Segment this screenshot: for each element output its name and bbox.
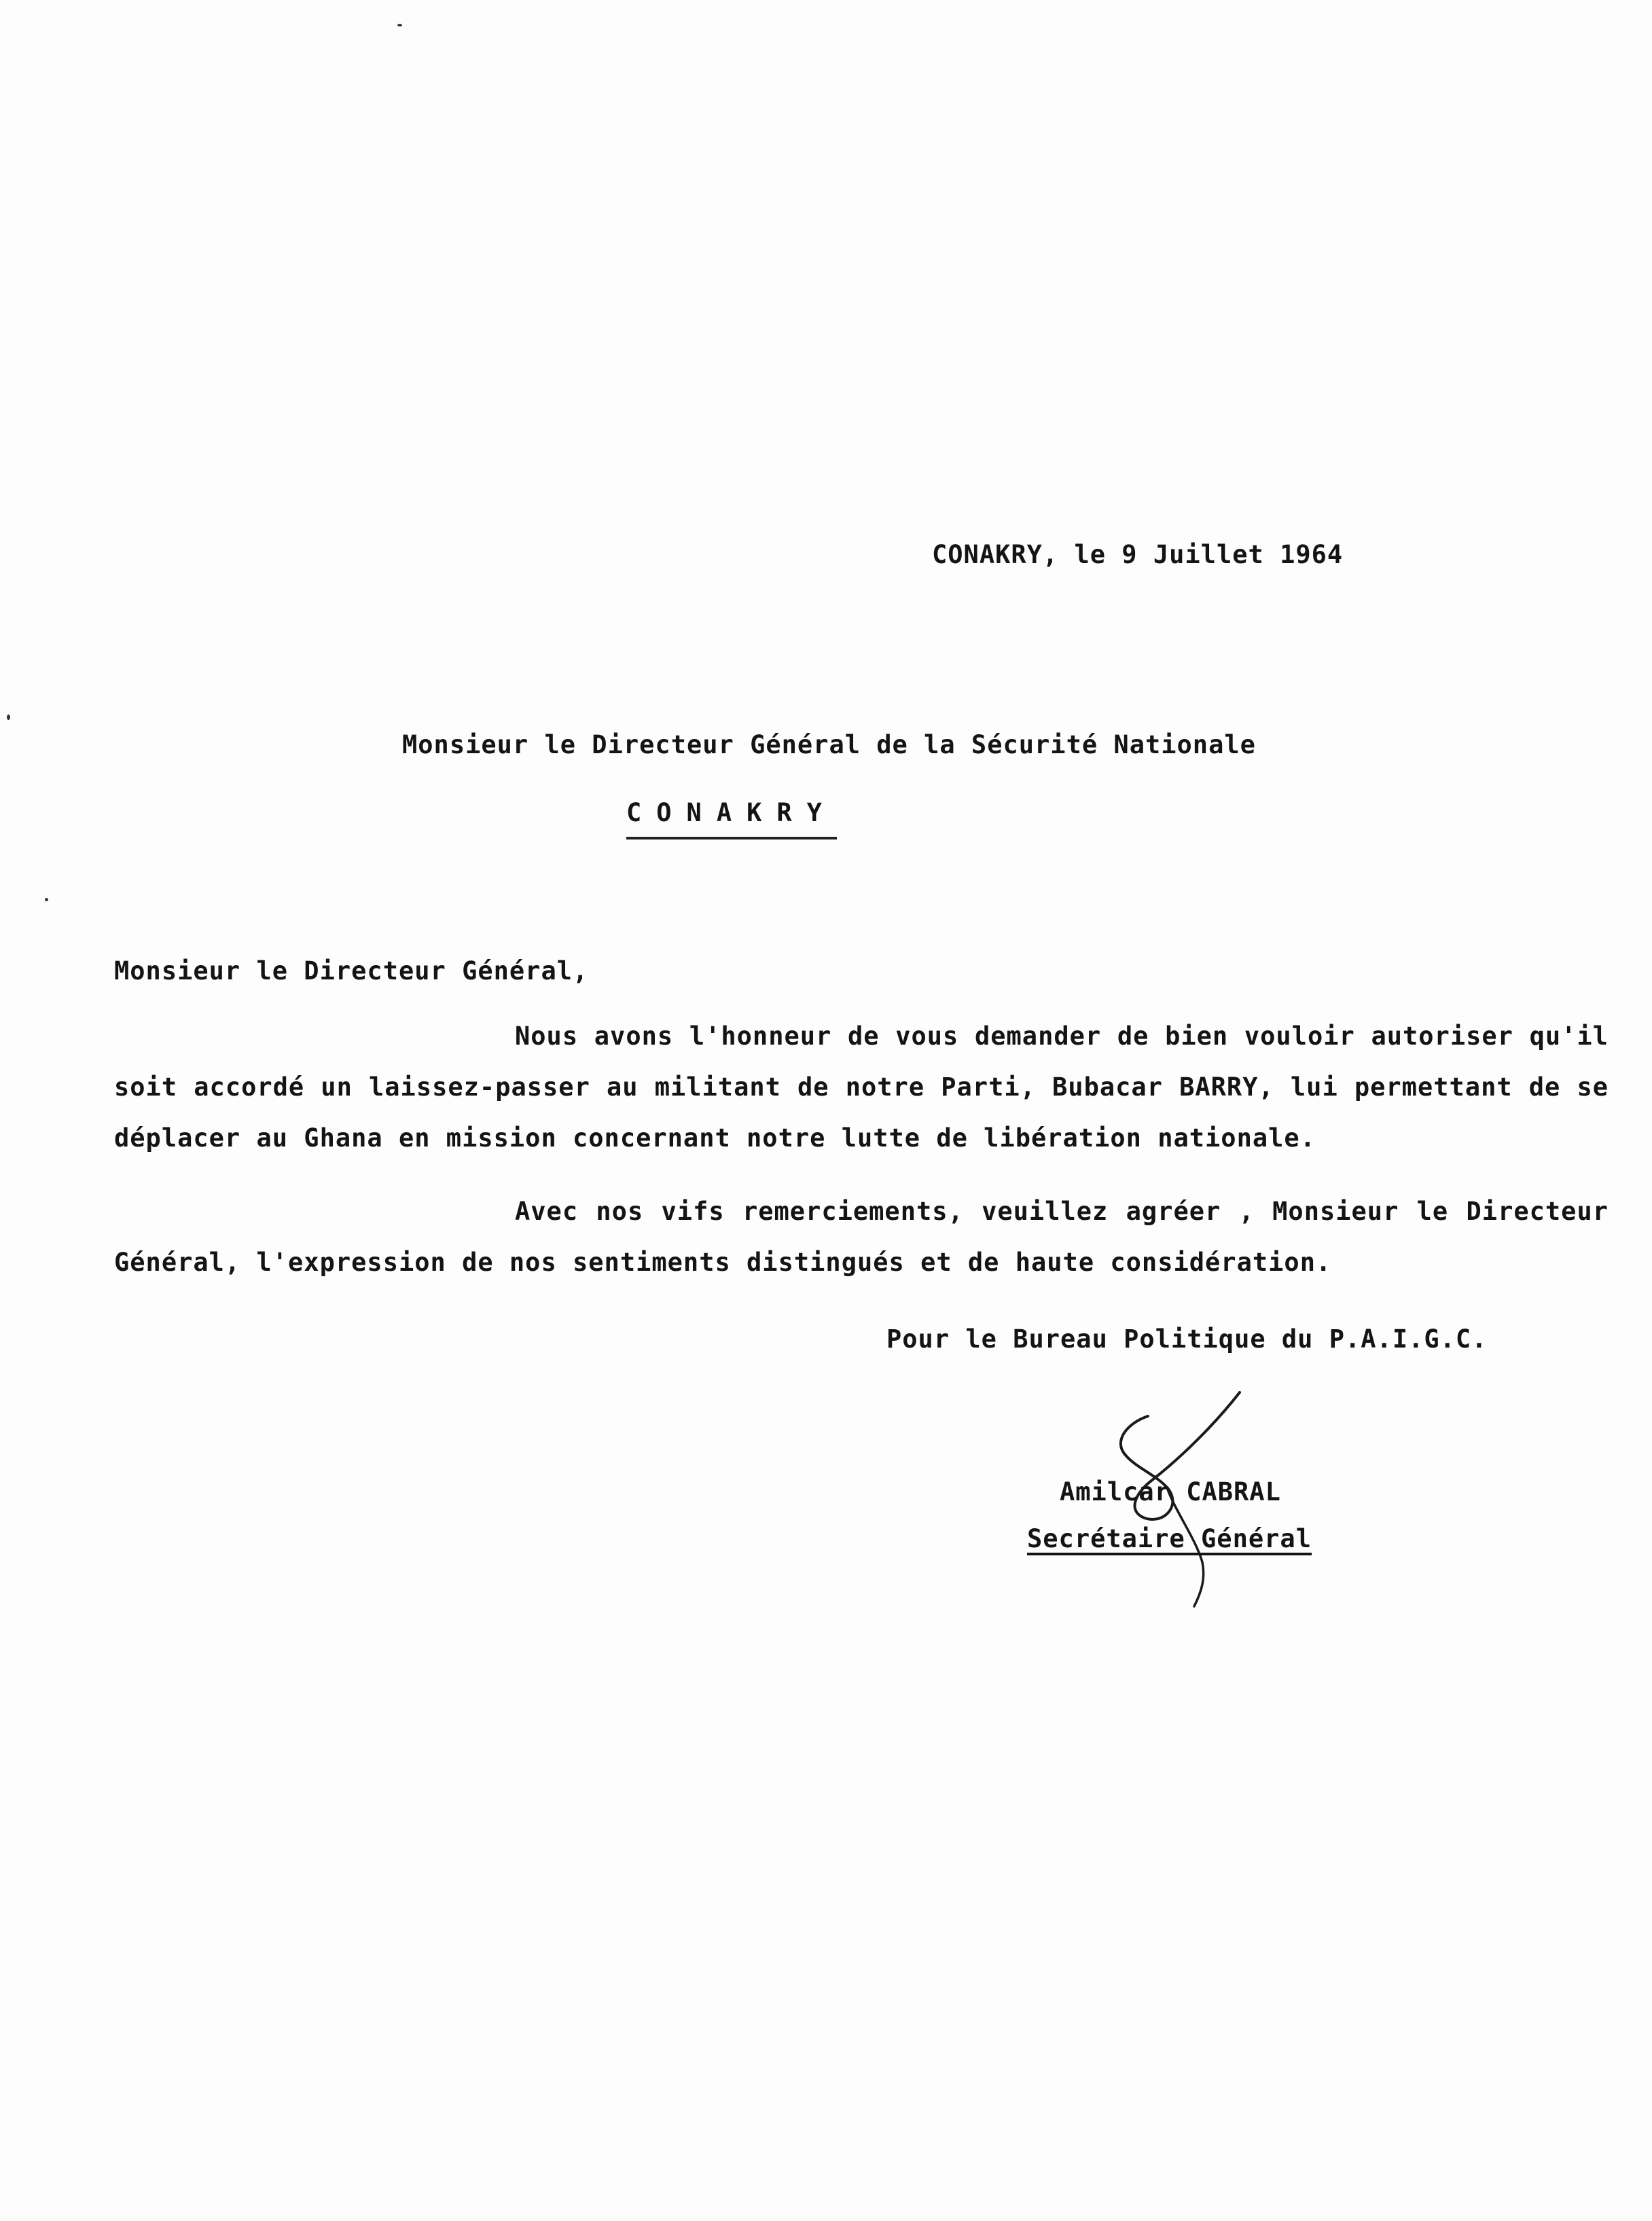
body-paragraph-1: Nous avons l'honneur de vous demander de bien vouloir autoriser qu'il soit accordé un laissez-passer au militant de notre Parti, Bubacar BARRY, lui permettant de se déplacer au Ghana en mission concernant notre lutte de libération nationale. (114, 1022, 1609, 1153)
recipient-city: CONAKRY (626, 798, 837, 839)
paper-speck (45, 898, 48, 901)
salutation: Monsieur le Directeur Général, (114, 956, 589, 986)
signer-title: Secrétaire Général (1027, 1524, 1312, 1553)
paper-speck (397, 24, 402, 26)
closing: Pour le Bureau Politique du P.A.I.G.C. (886, 1324, 1488, 1354)
recipient: Monsieur le Directeur Général de la Sécurité Nationale (402, 730, 1256, 759)
place-date: CONAKRY, le 9 Juillet 1964 (932, 540, 1344, 569)
signer-name: Amilcar CABRAL (1060, 1477, 1281, 1506)
body-paragraph-2: Avec nos vifs remerciements, veuillez agréer , Monsieur le Directeur Général, l'expression de nos sentiments distingués et de haute considération. (114, 1197, 1609, 1277)
paper-speck (7, 715, 10, 720)
